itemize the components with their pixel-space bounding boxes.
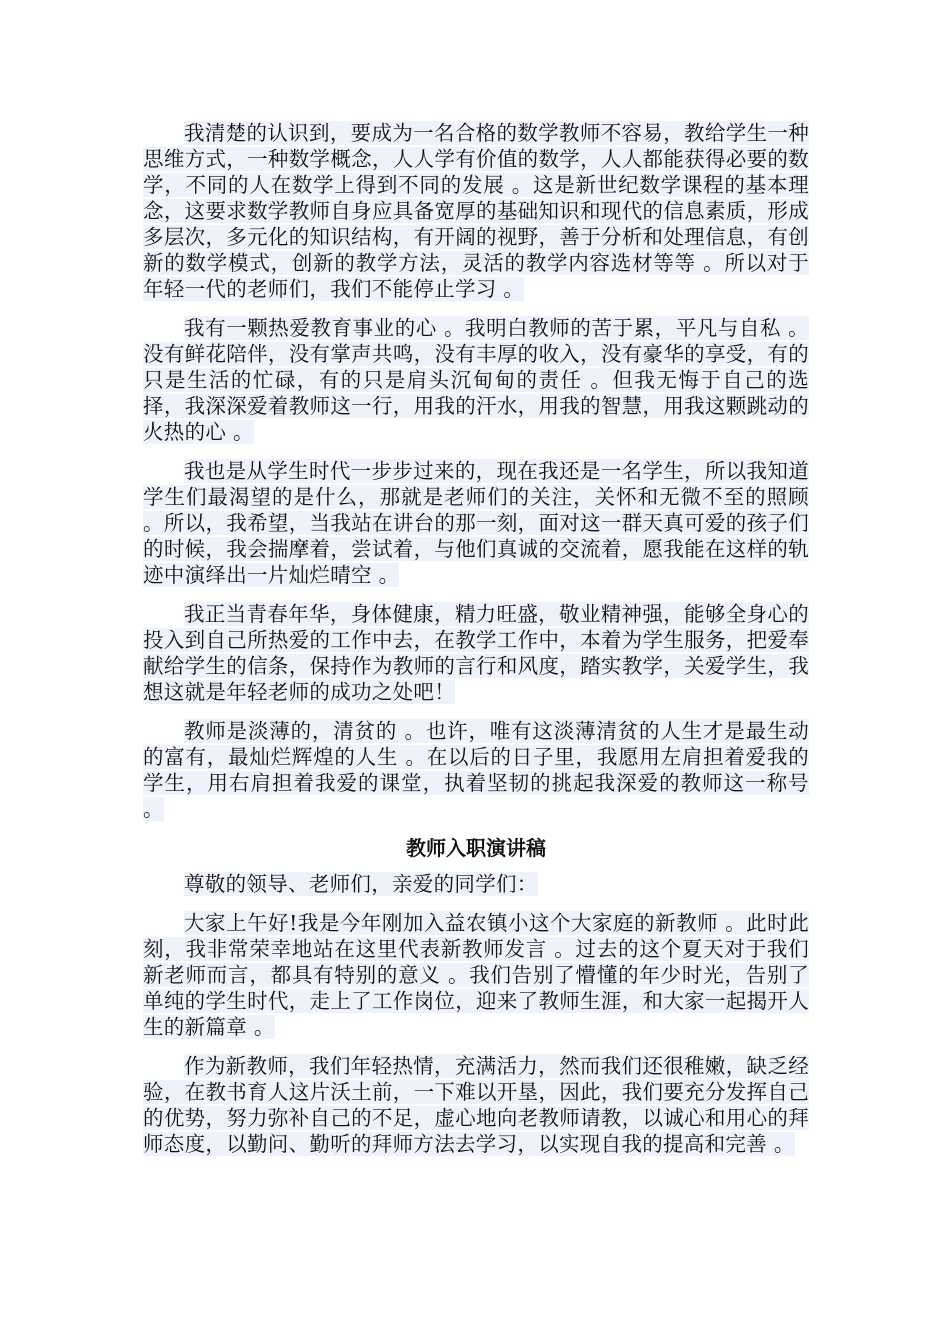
document-page bbox=[143, 120, 809, 1170]
paragraph: 作为新教师，我们年轻热情，充满活力，然而我们还很稚嫩，缺乏经验，在教书育人这片沃土前，一下难以开垦，因此，我们要充分发挥自己的优势，努力弥补自己的不足，虚心地向老教师请教，以诚心和用心的拜师态度，以勤问、勤听的拜师方法去学习，以实现自我的提高和完善 。 bbox=[143, 1054, 809, 1156]
paragraph: 教师是淡薄的，清贫的 。也许，唯有这淡薄清贫的人生才是最生动的富有，最灿烂辉煌的人生 。在以后的日子里，我愿用左肩担着爱我的学生，用右肩担着我爱的课堂，执着坚韧的挑起我深爱的教师这一称号 。 bbox=[143, 719, 809, 821]
paragraph: 我清楚的认识到，要成为一名合格的数学教师不容易，教给学生一种思维方式，一种数学概念，人人学有价值的数学，人人都能获得必要的数学，不同的人在数学上得到不同的发展 。这是新世纪数学课程的基本理念，这要求数学教师自身应具备宽厚的基础知识和现代的信息素质，形成多层次，多元化的知识结构，有开阔的视野，善于分析和处理信息，有创新的数学模式，创新的教学方法，灵活的教学内容选材等等 。所以对于年轻一代的老师们，我们不能停止学习 。 bbox=[143, 121, 809, 301]
paragraph: 大家上午好!我是今年刚加入益农镇小这个大家庭的新教师 。此时此刻，我非常荣幸地站在这里代表新教师发言 。过去的这个夏天对于我们新老师而言，都具有特别的意义 。我们告别了懵懂的年少时光，告别了单纯的学生时代，走上了工作岗位，迎来了教师生涯，和大家一起揭开人生的新篇章 。 bbox=[143, 911, 809, 1039]
paragraph: 我有一颗热爱教育事业的心 。我明白教师的苦于累，平凡与自私 。没有鲜花陪伴，没有掌声共鸣，没有丰厚的收入，没有豪华的享受，有的只是生活的忙碌，有的只是肩头沉甸甸的责任 。但我无悔于自己的选择，我深深爱着教师这一行，用我的汗水，用我的智慧，用我这颗跳动的火热的心 。 bbox=[143, 316, 809, 444]
salutation: 尊敬的领导、老师们，亲爱的同学们： bbox=[184, 872, 538, 896]
paragraph: 我也是从学生时代一步步过来的，现在我还是一名学生，所以我知道学生们最渴望的是什么，那就是老师们的关注，关怀和无微不至的照顾 。所以，我希望，当我站在讲台的那一刻，面对这一群天真可爱的孩子们的时候，我会揣摩着，尝试着，与他们真诚的交流着，愿我能在这样的轨迹中演绎出一片灿烂晴空 。 bbox=[143, 459, 809, 587]
document-title: 教师入职演讲稿 bbox=[406, 836, 546, 860]
paragraph: 我正当青春年华，身体健康，精力旺盛，敬业精神强，能够全身心的投入到自己所热爱的工作中去，在教学工作中，本着为学生服务，把爱奉献给学生的信条，保持作为教师的言行和风度，踏实教学，关爱学生，我想这就是年轻老师的成功之处吧！ bbox=[143, 602, 809, 704]
